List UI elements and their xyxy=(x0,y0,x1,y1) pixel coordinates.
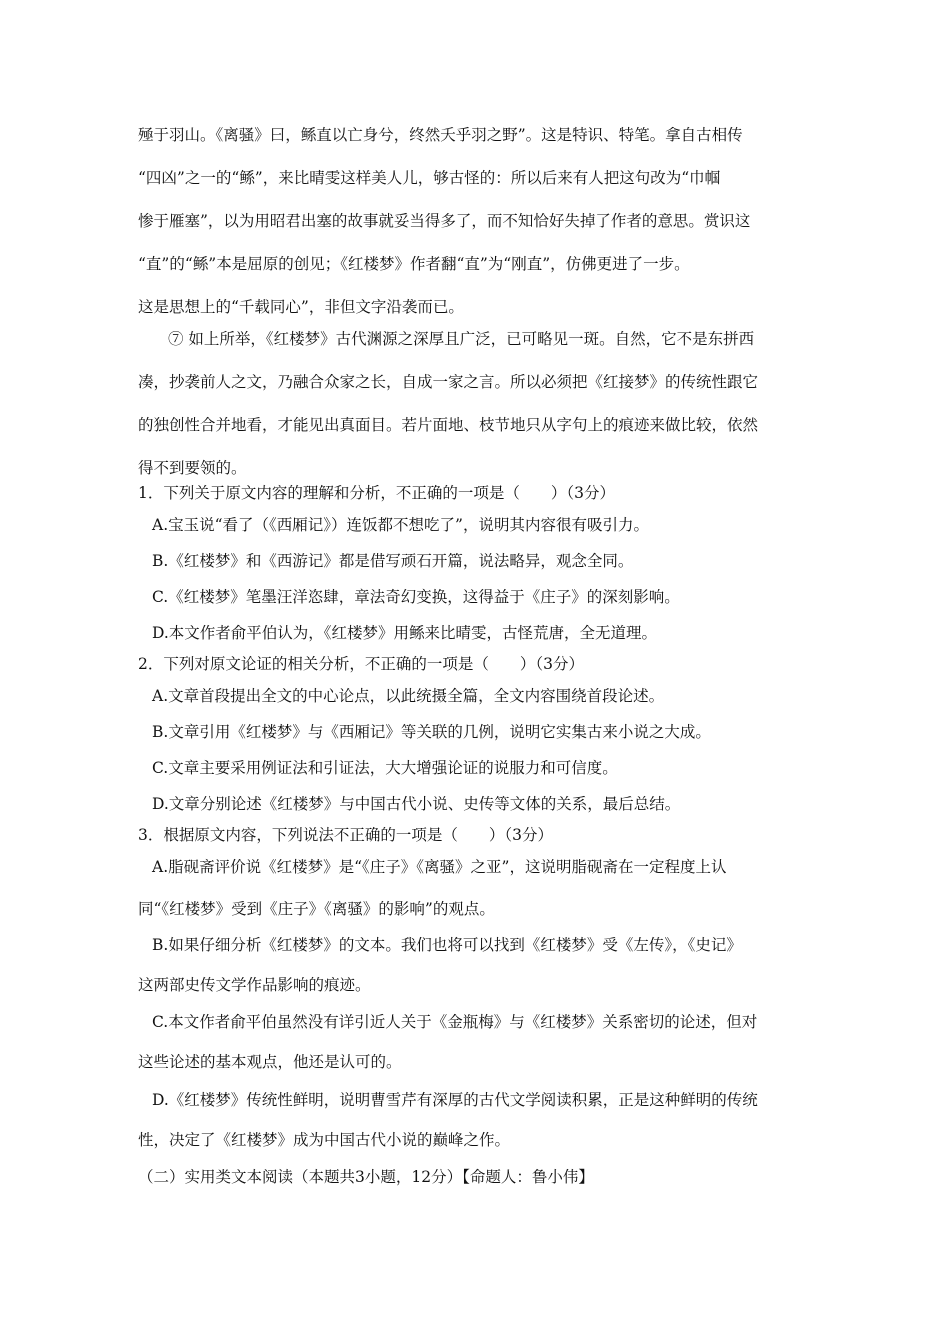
question-2-option-c: C.文章主要采用例证法和引证法，大大增强论证的说服力和可信度。 xyxy=(152,759,618,777)
passage-line: 殛于羽山。《离骚》曰，鲧直以亡身兮，终然夭乎羽之野”。这是特识、特笔。拿自古相传 xyxy=(138,126,743,144)
passage-paragraph-6 xyxy=(138,114,814,329)
question-1-option-b: B.《红楼梦》和《西游记》都是借写顽石开篇，说法略异，观念全同。 xyxy=(152,552,634,570)
question-3-option-d: D.《红楼梦》传统性鲜明，说明曹雪芹有深厚的古代文学阅读积累，正是这种鲜明的传统 xyxy=(152,1091,758,1109)
passage-line: “直”的“鲧”本是屈原的创见；《红楼梦》作者翻“直”为“刚直”，仿佛更进了一步。 xyxy=(138,255,690,273)
question-1-option-a: A.宝玉说“看了（《西厢记》）连饭都不想吃了”，说明其内容很有吸引力。 xyxy=(152,516,649,534)
passage-line: 的独创性合并地看，才能见出真面目。若片面地、枝节地只从字句上的痕迹来做比较，依然 xyxy=(138,416,759,434)
question-1-option-d: D.本文作者俞平伯认为，《红楼梦》用鲧来比晴雯，古怪荒唐，全无道理。 xyxy=(152,624,658,642)
question-2-option-d: D.文章分别论述《红楼梦》与中国古代小说、史传等文体的关系，最后总结。 xyxy=(152,795,681,813)
passage-paragraph-7 xyxy=(138,318,814,490)
question-3-option-a: A.脂砚斋评价说《红楼梦》是“《庄子》《离骚》之亚”，这说明脂砚斋在一定程度上认 xyxy=(152,858,727,876)
question-3-option-a-continuation: 同“《红楼梦》受到《庄子》《离骚》的影响”的观点。 xyxy=(138,900,495,918)
question-3-option-d-continuation: 性，决定了《红楼梦》成为中国古代小说的巅峰之作。 xyxy=(138,1131,511,1149)
question-2-option-b: B.文章引用《红楼梦》与《西厢记》等关联的几例，说明它实集古来小说之大成。 xyxy=(152,723,711,741)
passage-line: 惨于雁塞”，以为用昭君出塞的故事就妥当得多了，而不知恰好失掉了作者的意思。赏识这 xyxy=(138,212,751,230)
question-3-stem: 3．根据原文内容，下列说法不正确的一项是（ ）（3分） xyxy=(138,826,553,844)
question-3-option-b: B.如果仔细分析《红楼梦》的文本。我们也将可以找到《红楼梦》受《左传》，《史记》 xyxy=(152,936,742,954)
question-1-stem: 1．下列关于原文内容的理解和分析，不正确的一项是（ ）（3分） xyxy=(138,484,615,502)
question-3-option-b-continuation: 这两部史传文学作品影响的痕迹。 xyxy=(138,976,371,994)
passage-line: 凑，抄袭前人之文，乃融合众家之长，自成一家之言。所以必须把《红接梦》的传统性跟它 xyxy=(138,373,759,391)
question-1-option-c: C.《红楼梦》笔墨汪洋恣肆，章法奇幻变换，这得益于《庄子》的深刻影响。 xyxy=(152,588,680,606)
section-heading: （二）实用类文本阅读（本题共3小题，12分）【命题人：鲁小伟】 xyxy=(138,1168,594,1186)
passage-line: “四凶”之一的“鲧”，来比晴雯这样美人儿，够古怪的：所以后来有人把这句改为“巾帼 xyxy=(138,169,721,187)
passage-line: 得不到要领的。 xyxy=(138,459,247,477)
question-3-option-c-continuation: 这些论述的基本观点，他还是认可的。 xyxy=(138,1053,402,1071)
question-2-option-a: A.文章首段提出全文的中心论点，以此统摄全篇，全文内容围绕首段论述。 xyxy=(152,687,665,705)
question-3-option-c: C.本文作者俞平伯虽然没有详引近人关于《金瓶梅》与《红楼梦》关系密切的论述，但对 xyxy=(152,1013,758,1031)
passage-line: ⑦ 如上所举，《红楼梦》古代渊源之深厚且广泛，已可略见一斑。自然，它不是东拼西 xyxy=(168,330,755,348)
passage-line: 这是思想上的“千载同心”，非但文字沿袭而已。 xyxy=(138,298,464,316)
question-2-stem: 2．下列对原文论证的相关分析，不正确的一项是（ ）（3分） xyxy=(138,655,584,673)
